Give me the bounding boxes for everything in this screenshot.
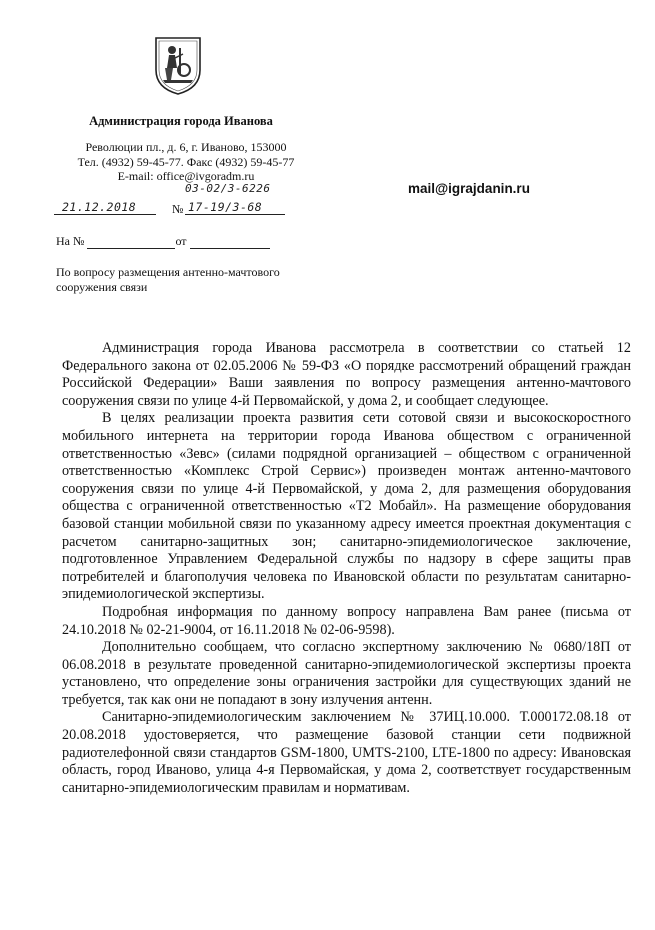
- reference-from-label: от: [175, 234, 187, 248]
- reference-row: [56, 234, 270, 249]
- letter-subject: По вопросу размещения антенно-мачтового сооружения связи: [56, 265, 280, 294]
- body-paragraph: В целях реализации проекта развития сети сотовой связи и высокоскоростного мобильного интернета на территории города Иванова обществом с ограниченной ответственностью «Зевс» (силами подрядной организацией – обществом с ограниченной ответственностью «Комплекс Строй Сервис») произведен монтаж антенно-мачтового сооружения связи по улице 4-й Первомайской, у дома 2, для размещения оборудования общества с ограниченной ответственностью «Т2 Мобайл». На размещение оборудования базовой станции мобильной связи по указанному адресу имеется проектная документация с расчетом санитарно-защитных зон; санитарно-эпидемиологическое заключение, подготовленное Управлением Федеральной службы по надзору в сфере защиты прав потребителей и благополучия человека по Ивановской области по результатам санитарно-эпидемиологической экспертизы.: [62, 410, 631, 603]
- phone-line: Тел. (4932) 59-45-77. Факс (4932) 59-45-77: [77, 154, 295, 169]
- address-line: Революции пл., д. 6, г. Иваново, 153000: [85, 140, 287, 154]
- number-label: №: [172, 202, 184, 216]
- body-paragraph: Дополнительно сообщаем, что согласно экспертному заключению № 0680/18П от 06.08.2018 в результате проведенной санитарно-эпидемиологической экспертизы проекта установлено, что определение зоны ограничения застройки для существующих зданий не требуется, так как они не попадают в зону излучения антенн.: [62, 639, 631, 708]
- body-paragraph: Администрация города Иванова рассмотрела в соответствии со статьей 12 Федерального закона от 02.05.2006 № 59-ФЗ «О порядке рассмотрений обращений граждан Российской Федерации» Ваши заявления по вопросу размещения антенно-мачтового сооружения связи по улице 4-й Первомайской, у дома 2, и сообщает следующее.: [62, 340, 631, 409]
- coat-of-arms-icon: [153, 34, 203, 96]
- reference-from-blank: [190, 236, 270, 249]
- recipient-email: mail@igrajdanin.ru: [408, 181, 530, 196]
- handwritten-date: 21.12.2018: [62, 200, 137, 214]
- number-underline: [185, 214, 285, 215]
- body-paragraph: Санитарно-эпидемиологическим заключением № 37ИЦ.10.000. Т.000172.08.18 от 20.08.2018 удостоверяется, что размещение базовой станции сети подвижной радиотелефонной связи стандартов GSM-1800, UMTS-2100, LTE-1800 по адресу: Ивановская область, город Иваново, улица 4-я Первомайская, у дома 2, соответствует государственным санитарно-эпидемиологическим правилам и нормативам.: [62, 709, 631, 796]
- body-paragraph: Подробная информация по данному вопросу направлена Вам ранее (письма от 24.10.2018 № 02-21-9004, от 16.11.2018 № 02-06-9598).: [62, 603, 631, 638]
- letter-body: [62, 340, 631, 797]
- handwritten-code: 03-02/3-6226: [185, 182, 271, 195]
- date-underline: [54, 214, 156, 215]
- handwritten-number: 17-19/3-68: [188, 200, 263, 214]
- organization-address: [56, 140, 316, 184]
- organization-name: Администрация города Иванова: [89, 114, 273, 128]
- reference-no-label: На №: [56, 234, 85, 248]
- reference-no-blank: [87, 236, 175, 249]
- email-line: E-mail: office@ivgoradm.ru: [117, 169, 255, 183]
